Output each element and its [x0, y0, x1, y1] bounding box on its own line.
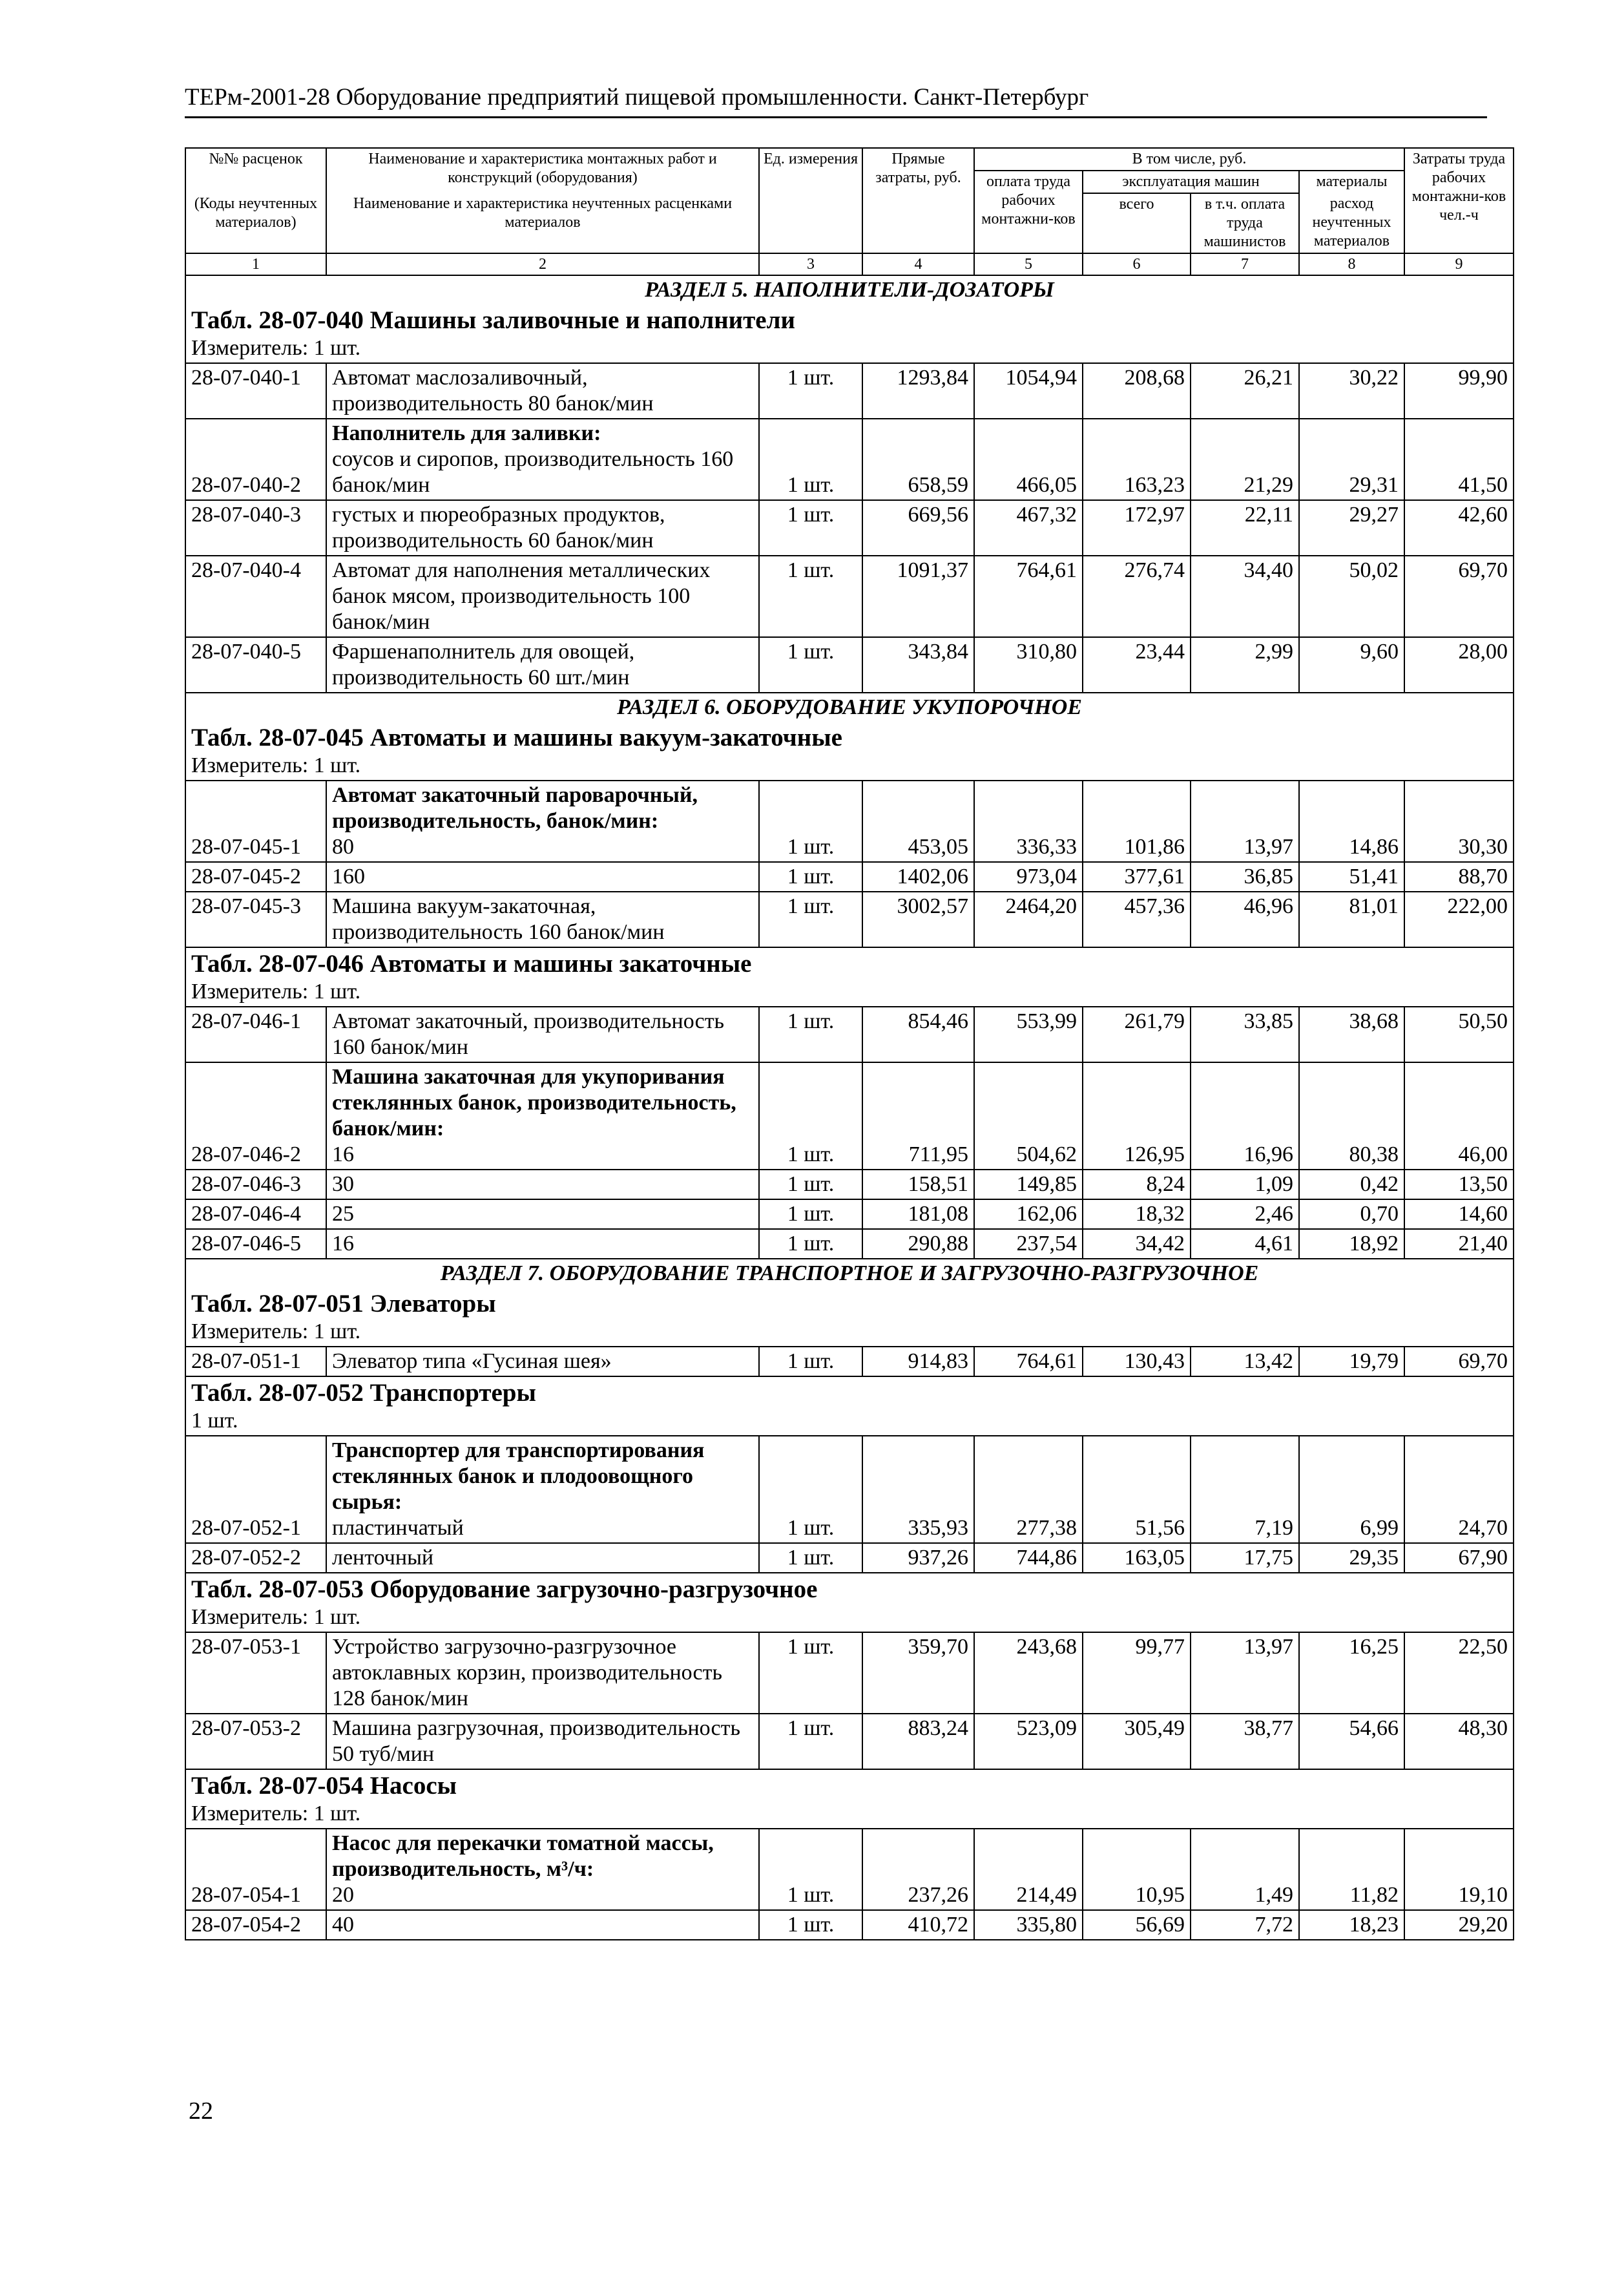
- operators-cell: 26,21: [1191, 363, 1299, 419]
- section-heading: РАЗДЕЛ 5. НАПОЛНИТЕЛИ-ДОЗАТОРЫ: [185, 275, 1514, 304]
- group-heading: Машина закаточная для укупоривания стеклянных банок, производительность, банок/мин:: [332, 1065, 736, 1140]
- hours-cell: 42,60: [1404, 500, 1514, 556]
- machines-cell: 51,56: [1083, 1436, 1191, 1543]
- rate-code: 28-07-040-5: [185, 637, 326, 693]
- unit-cell: 1 шт.: [759, 1007, 862, 1062]
- materials-cell: 50,02: [1299, 556, 1404, 637]
- table-title: Табл. 28-07-045 Автоматы и машины вакуум-закаточные: [191, 724, 842, 752]
- materials-cell: 30,22: [1299, 363, 1404, 419]
- operators-cell: 2,99: [1191, 637, 1299, 693]
- hours-cell: 99,90: [1404, 363, 1514, 419]
- unit-cell: 1 шт.: [759, 862, 862, 892]
- operators-cell: 2,46: [1191, 1199, 1299, 1229]
- unit-cell: 1 шт.: [759, 637, 862, 693]
- hours-cell: 67,90: [1404, 1543, 1514, 1573]
- direct-cell: 1293,84: [862, 363, 974, 419]
- direct-cell: 937,26: [862, 1543, 974, 1573]
- labor-cell: 764,61: [974, 1347, 1083, 1376]
- table-row: [185, 500, 1514, 556]
- table-title: Табл. 28-07-051 Элеваторы: [191, 1290, 496, 1318]
- hours-cell: 69,70: [1404, 1347, 1514, 1376]
- labor-cell: 973,04: [974, 862, 1083, 892]
- column-number: 8: [1299, 253, 1404, 275]
- measure-unit: Измеритель: 1 шт.: [191, 980, 361, 1004]
- work-name: [326, 637, 759, 693]
- machines-cell: 126,95: [1083, 1062, 1191, 1170]
- header-direct-costs: Прямые затраты, руб.: [862, 148, 974, 253]
- rate-code: 28-07-052-1: [185, 1436, 326, 1543]
- group-heading: Транспортер для транспортирования стеклянных банок и плодоовощного сырья:: [332, 1438, 705, 1514]
- labor-cell: 149,85: [974, 1170, 1083, 1199]
- machines-cell: 276,74: [1083, 556, 1191, 637]
- operators-cell: 13,42: [1191, 1347, 1299, 1376]
- direct-cell: 158,51: [862, 1170, 974, 1199]
- unit-cell: 1 шт.: [759, 892, 862, 947]
- group-heading: Наполнитель для заливки:: [332, 421, 601, 445]
- rate-code: 28-07-046-4: [185, 1199, 326, 1229]
- direct-cell: 1091,37: [862, 556, 974, 637]
- direct-cell: 669,56: [862, 500, 974, 556]
- unit-cell: 1 шт.: [759, 1632, 862, 1714]
- table-row: [185, 1436, 1514, 1543]
- header-unit: Ед. измерения: [759, 148, 862, 253]
- rate-code: 28-07-040-4: [185, 556, 326, 637]
- header-machines-total: всего: [1083, 193, 1191, 253]
- work-name-text: Автомат закаточный, производительность 160 банок/мин: [332, 1009, 725, 1059]
- rate-code: 28-07-052-2: [185, 1543, 326, 1573]
- column-number: 6: [1083, 253, 1191, 275]
- group-heading: Автомат закаточный пароварочный, производительность, банок/мин:: [332, 783, 698, 833]
- table-title-row: [185, 1288, 1514, 1347]
- work-name-text: ленточный: [332, 1546, 434, 1570]
- table-row: [185, 419, 1514, 500]
- section-row: [185, 275, 1514, 304]
- rates-table: [185, 147, 1514, 1940]
- unit-cell: 1 шт.: [759, 1829, 862, 1910]
- rate-code: 28-07-046-2: [185, 1062, 326, 1170]
- materials-cell: 51,41: [1299, 862, 1404, 892]
- labor-cell: 523,09: [974, 1714, 1083, 1769]
- labor-cell: 336,33: [974, 781, 1083, 862]
- table-title: Табл. 28-07-053 Оборудование загрузочно-разгрузочное: [191, 1575, 818, 1603]
- hours-cell: 24,70: [1404, 1436, 1514, 1543]
- work-name: [326, 1170, 759, 1199]
- work-name: [326, 1347, 759, 1376]
- table-title-row: [185, 947, 1514, 1007]
- direct-cell: 854,46: [862, 1007, 974, 1062]
- measure-unit: Измеритель: 1 шт.: [191, 1802, 361, 1825]
- unit-cell: 1 шт.: [759, 1170, 862, 1199]
- machines-cell: 305,49: [1083, 1714, 1191, 1769]
- rate-code: 28-07-046-1: [185, 1007, 326, 1062]
- machines-cell: 8,24: [1083, 1170, 1191, 1199]
- header-operators-pay: в т.ч. оплата труда машинистов: [1191, 193, 1299, 253]
- work-name-text: соусов и сиропов, производительность 160 банок/мин: [332, 447, 734, 497]
- direct-cell: 658,59: [862, 419, 974, 500]
- work-name: [326, 1714, 759, 1769]
- operators-cell: 13,97: [1191, 781, 1299, 862]
- unit-cell: 1 шт.: [759, 556, 862, 637]
- materials-cell: 38,68: [1299, 1007, 1404, 1062]
- table-header: [185, 148, 1514, 275]
- work-name: [326, 1910, 759, 1940]
- hours-cell: 13,50: [1404, 1170, 1514, 1199]
- materials-cell: 81,01: [1299, 892, 1404, 947]
- machines-cell: 377,61: [1083, 862, 1191, 892]
- operators-cell: 21,29: [1191, 419, 1299, 500]
- work-name-text: 30: [332, 1172, 354, 1196]
- section-row: [185, 1259, 1514, 1288]
- work-name-text: 16: [332, 1142, 354, 1166]
- work-name-text: густых и пюреобразных продуктов, производительность 60 банок/мин: [332, 503, 665, 552]
- unit-cell: 1 шт.: [759, 1199, 862, 1229]
- rate-code: 28-07-051-1: [185, 1347, 326, 1376]
- machines-cell: 18,32: [1083, 1199, 1191, 1229]
- work-name-text: Фаршенаполнитель для овощей, производительность 60 шт./мин: [332, 640, 635, 689]
- unit-cell: 1 шт.: [759, 1910, 862, 1940]
- header-name: Наименование и характеристика монтажных работ и конструкций (оборудования): [326, 148, 759, 193]
- page-header: ТЕРм-2001-28 Оборудование предприятий пищевой промышленности. Санкт-Петербург: [185, 83, 1487, 118]
- hours-cell: 41,50: [1404, 419, 1514, 500]
- labor-cell: 744,86: [974, 1543, 1083, 1573]
- work-name: [326, 556, 759, 637]
- machines-cell: 130,43: [1083, 1347, 1191, 1376]
- work-name-text: 20: [332, 1883, 354, 1907]
- column-number: 2: [326, 253, 759, 275]
- unit-cell: 1 шт.: [759, 1229, 862, 1259]
- work-name: [326, 781, 759, 862]
- table-title: Табл. 28-07-040 Машины заливочные и наполнители: [191, 306, 795, 334]
- work-name: [326, 363, 759, 419]
- hours-cell: 29,20: [1404, 1910, 1514, 1940]
- rate-code: 28-07-045-2: [185, 862, 326, 892]
- section-heading: РАЗДЕЛ 6. ОБОРУДОВАНИЕ УКУПОРОЧНОЕ: [185, 693, 1514, 722]
- materials-cell: 0,42: [1299, 1170, 1404, 1199]
- measure-unit: Измеритель: 1 шт.: [191, 336, 361, 360]
- table-row: [185, 1199, 1514, 1229]
- table-row: [185, 1632, 1514, 1714]
- table-row: [185, 1543, 1514, 1573]
- table-title: Табл. 28-07-054 Насосы: [191, 1772, 457, 1800]
- machines-cell: 457,36: [1083, 892, 1191, 947]
- rate-code: 28-07-053-2: [185, 1714, 326, 1769]
- work-name-text: 16: [332, 1232, 354, 1256]
- table-title-cell: [185, 947, 1514, 1007]
- header-code-materials: (Коды неучтенных материалов): [185, 193, 326, 253]
- machines-cell: 34,42: [1083, 1229, 1191, 1259]
- table-row: [185, 1007, 1514, 1062]
- work-name-text: пластинчатый: [332, 1516, 464, 1540]
- hours-cell: 48,30: [1404, 1714, 1514, 1769]
- column-number: 7: [1191, 253, 1299, 275]
- machines-cell: 23,44: [1083, 637, 1191, 693]
- machines-cell: 261,79: [1083, 1007, 1191, 1062]
- labor-cell: 467,32: [974, 500, 1083, 556]
- rate-code: 28-07-054-1: [185, 1829, 326, 1910]
- machines-cell: 208,68: [1083, 363, 1191, 419]
- materials-cell: 18,92: [1299, 1229, 1404, 1259]
- table-row: [185, 1062, 1514, 1170]
- work-name-text: Машина вакуум-закаточная, производительность 160 банок/мин: [332, 894, 665, 944]
- operators-cell: 16,96: [1191, 1062, 1299, 1170]
- machines-cell: 172,97: [1083, 500, 1191, 556]
- operators-cell: 1,49: [1191, 1829, 1299, 1910]
- work-name: [326, 1436, 759, 1543]
- table-title-cell: [185, 1573, 1514, 1632]
- operators-cell: 34,40: [1191, 556, 1299, 637]
- rate-code: 28-07-045-1: [185, 781, 326, 862]
- work-name: [326, 892, 759, 947]
- table-row: [185, 363, 1514, 419]
- hours-cell: 50,50: [1404, 1007, 1514, 1062]
- table-title-row: [185, 1769, 1514, 1829]
- table-title-row: [185, 304, 1514, 363]
- measure-unit: 1 шт.: [191, 1409, 238, 1433]
- materials-cell: 80,38: [1299, 1062, 1404, 1170]
- operators-cell: 46,96: [1191, 892, 1299, 947]
- table-row: [185, 1829, 1514, 1910]
- work-name: [326, 1062, 759, 1170]
- labor-cell: 2464,20: [974, 892, 1083, 947]
- materials-cell: 9,60: [1299, 637, 1404, 693]
- operators-cell: 7,19: [1191, 1436, 1299, 1543]
- rate-code: 28-07-053-1: [185, 1632, 326, 1714]
- materials-cell: 29,35: [1299, 1543, 1404, 1573]
- direct-cell: 343,84: [862, 637, 974, 693]
- page-number: 22: [189, 2097, 213, 2125]
- labor-cell: 162,06: [974, 1199, 1083, 1229]
- section-heading: РАЗДЕЛ 7. ОБОРУДОВАНИЕ ТРАНСПОРТНОЕ И ЗАГРУЗОЧНО-РАЗГРУЗОЧНОЕ: [185, 1259, 1514, 1288]
- machines-cell: 101,86: [1083, 781, 1191, 862]
- group-heading: Насос для перекачки томатной массы, производительность, м³/ч:: [332, 1831, 714, 1881]
- work-name-text: Устройство загрузочно-разгрузочное автоклавных корзин, производительность 128 банок/мин: [332, 1635, 722, 1710]
- unit-cell: 1 шт.: [759, 419, 862, 500]
- work-name: [326, 862, 759, 892]
- table-row: [185, 1347, 1514, 1376]
- work-name: [326, 1632, 759, 1714]
- operators-cell: 13,97: [1191, 1632, 1299, 1714]
- direct-cell: 453,05: [862, 781, 974, 862]
- operators-cell: 36,85: [1191, 862, 1299, 892]
- labor-cell: 214,49: [974, 1829, 1083, 1910]
- measure-unit: Измеритель: 1 шт.: [191, 1319, 361, 1343]
- machines-cell: 99,77: [1083, 1632, 1191, 1714]
- rate-code: 28-07-045-3: [185, 892, 326, 947]
- work-name: [326, 1199, 759, 1229]
- labor-cell: 764,61: [974, 556, 1083, 637]
- table-row: [185, 862, 1514, 892]
- work-name: [326, 500, 759, 556]
- table-title-row: [185, 1376, 1514, 1436]
- rate-code: 28-07-046-3: [185, 1170, 326, 1199]
- materials-cell: 11,82: [1299, 1829, 1404, 1910]
- materials-cell: 14,86: [1299, 781, 1404, 862]
- work-name: [326, 1829, 759, 1910]
- machines-cell: 10,95: [1083, 1829, 1191, 1910]
- hours-cell: 88,70: [1404, 862, 1514, 892]
- work-name: [326, 1543, 759, 1573]
- unit-cell: 1 шт.: [759, 1347, 862, 1376]
- unit-cell: 1 шт.: [759, 363, 862, 419]
- column-number: 5: [974, 253, 1083, 275]
- table-row: [185, 892, 1514, 947]
- table-row: [185, 1714, 1514, 1769]
- operators-cell: 22,11: [1191, 500, 1299, 556]
- header-name-materials: Наименование и характеристика неучтенных расценками материалов: [326, 193, 759, 253]
- table-title-cell: [185, 722, 1514, 781]
- table-row: [185, 637, 1514, 693]
- column-number: 1: [185, 253, 326, 275]
- header-labor-pay: оплата труда рабочих монтажни-ков: [974, 171, 1083, 253]
- table-title-row: [185, 722, 1514, 781]
- materials-cell: 6,99: [1299, 1436, 1404, 1543]
- work-name-text: 25: [332, 1202, 354, 1226]
- work-name-text: 40: [332, 1913, 354, 1937]
- header-machines-group: эксплуатация машин: [1083, 171, 1299, 193]
- labor-cell: 335,80: [974, 1910, 1083, 1940]
- materials-cell: 0,70: [1299, 1199, 1404, 1229]
- machines-cell: 163,05: [1083, 1543, 1191, 1573]
- table-title-cell: [185, 304, 1514, 363]
- work-name: [326, 1229, 759, 1259]
- labor-cell: 466,05: [974, 419, 1083, 500]
- unit-cell: 1 шт.: [759, 1543, 862, 1573]
- work-name-text: Машина разгрузочная, производительность 50 туб/мин: [332, 1716, 740, 1766]
- work-name: [326, 1007, 759, 1062]
- table-row: [185, 1910, 1514, 1940]
- hours-cell: 14,60: [1404, 1199, 1514, 1229]
- direct-cell: 290,88: [862, 1229, 974, 1259]
- rate-code: 28-07-040-1: [185, 363, 326, 419]
- measure-unit: Измеритель: 1 шт.: [191, 753, 361, 777]
- hours-cell: 222,00: [1404, 892, 1514, 947]
- rate-code: 28-07-054-2: [185, 1910, 326, 1940]
- direct-cell: 359,70: [862, 1632, 974, 1714]
- operators-cell: 38,77: [1191, 1714, 1299, 1769]
- unit-cell: 1 шт.: [759, 781, 862, 862]
- labor-cell: 310,80: [974, 637, 1083, 693]
- work-name-text: 80: [332, 835, 354, 859]
- direct-cell: 181,08: [862, 1199, 974, 1229]
- materials-cell: 29,31: [1299, 419, 1404, 500]
- operators-cell: 17,75: [1191, 1543, 1299, 1573]
- work-name-text: Элеватор типа «Гусиная шея»: [332, 1349, 612, 1373]
- direct-cell: 237,26: [862, 1829, 974, 1910]
- measure-unit: Измеритель: 1 шт.: [191, 1605, 361, 1629]
- section-row: [185, 693, 1514, 722]
- operators-cell: 33,85: [1191, 1007, 1299, 1062]
- direct-cell: 1402,06: [862, 862, 974, 892]
- unit-cell: 1 шт.: [759, 1436, 862, 1543]
- work-name-text: 160: [332, 865, 365, 888]
- unit-cell: 1 шт.: [759, 1714, 862, 1769]
- machines-cell: 56,69: [1083, 1910, 1191, 1940]
- labor-cell: 1054,94: [974, 363, 1083, 419]
- labor-cell: 504,62: [974, 1062, 1083, 1170]
- unit-cell: 1 шт.: [759, 1062, 862, 1170]
- table-title-cell: [185, 1769, 1514, 1829]
- direct-cell: 711,95: [862, 1062, 974, 1170]
- table-row: [185, 1170, 1514, 1199]
- column-number: 9: [1404, 253, 1514, 275]
- materials-cell: 54,66: [1299, 1714, 1404, 1769]
- machines-cell: 163,23: [1083, 419, 1191, 500]
- work-name-text: Автомат для наполнения металлических банок мясом, производительность 100 банок/мин: [332, 558, 711, 634]
- table-title-cell: [185, 1376, 1514, 1436]
- direct-cell: 883,24: [862, 1714, 974, 1769]
- table-row: [185, 781, 1514, 862]
- labor-cell: 277,38: [974, 1436, 1083, 1543]
- direct-cell: 914,83: [862, 1347, 974, 1376]
- table-row: [185, 1229, 1514, 1259]
- column-number: 4: [862, 253, 974, 275]
- hours-cell: 30,30: [1404, 781, 1514, 862]
- hours-cell: 28,00: [1404, 637, 1514, 693]
- labor-cell: 553,99: [974, 1007, 1083, 1062]
- operators-cell: 7,72: [1191, 1910, 1299, 1940]
- hours-cell: 19,10: [1404, 1829, 1514, 1910]
- unit-cell: 1 шт.: [759, 500, 862, 556]
- labor-cell: 237,54: [974, 1229, 1083, 1259]
- header-materials: материалы: [1299, 171, 1404, 193]
- direct-cell: 3002,57: [862, 892, 974, 947]
- work-name-text: Автомат маслозаливочный, производительность 80 банок/мин: [332, 366, 654, 415]
- hours-cell: 69,70: [1404, 556, 1514, 637]
- table-title-cell: [185, 1288, 1514, 1347]
- hours-cell: 22,50: [1404, 1632, 1514, 1714]
- header-labor-hours: Затраты труда рабочих монтажни-ков чел.-ч: [1404, 148, 1514, 253]
- table-title: Табл. 28-07-046 Автоматы и машины закаточные: [191, 950, 752, 978]
- header-group: В том числе, руб.: [974, 148, 1404, 171]
- materials-cell: 18,23: [1299, 1910, 1404, 1940]
- table-title: Табл. 28-07-052 Транспортеры: [191, 1379, 536, 1407]
- work-name: [326, 419, 759, 500]
- table-row: [185, 556, 1514, 637]
- operators-cell: 4,61: [1191, 1229, 1299, 1259]
- table-title-row: [185, 1573, 1514, 1632]
- header-unaccounted-materials: расход неучтенных материалов: [1299, 193, 1404, 253]
- header-code: №№ расценок: [185, 148, 326, 193]
- labor-cell: 243,68: [974, 1632, 1083, 1714]
- materials-cell: 29,27: [1299, 500, 1404, 556]
- rate-code: 28-07-040-3: [185, 500, 326, 556]
- direct-cell: 410,72: [862, 1910, 974, 1940]
- materials-cell: 19,79: [1299, 1347, 1404, 1376]
- materials-cell: 16,25: [1299, 1632, 1404, 1714]
- operators-cell: 1,09: [1191, 1170, 1299, 1199]
- hours-cell: 21,40: [1404, 1229, 1514, 1259]
- hours-cell: 46,00: [1404, 1062, 1514, 1170]
- rate-code: 28-07-046-5: [185, 1229, 326, 1259]
- rate-code: 28-07-040-2: [185, 419, 326, 500]
- column-number: 3: [759, 253, 862, 275]
- direct-cell: 335,93: [862, 1436, 974, 1543]
